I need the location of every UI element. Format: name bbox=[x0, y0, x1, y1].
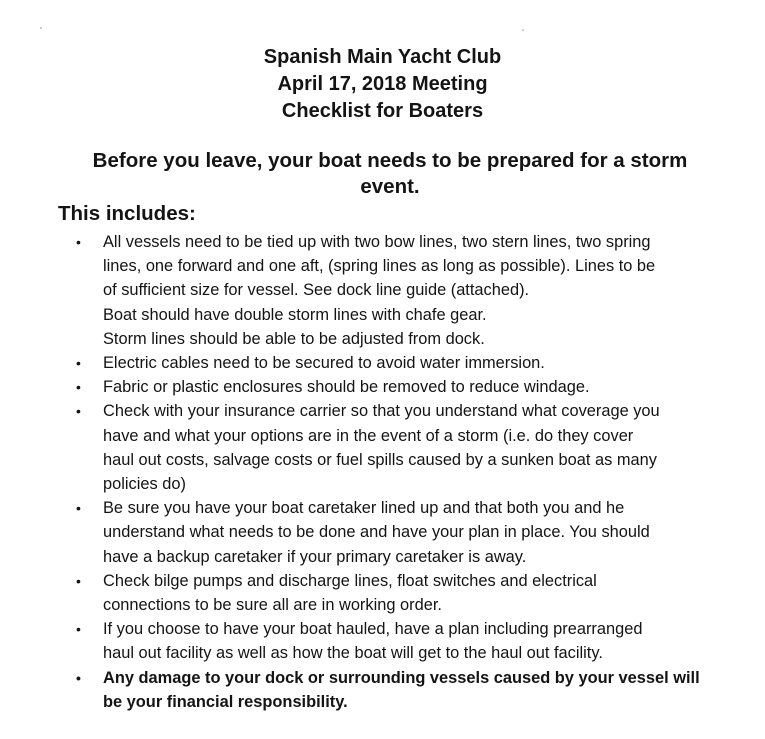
checklist-item-text: Any damage to your dock or surrounding vessels caused by your vessel will be your financial responsibility. bbox=[103, 668, 700, 711]
includes-heading: This includes: bbox=[58, 202, 196, 225]
checklist-item-electric-cables bbox=[0, 351, 765, 375]
bullet-icon: • bbox=[76, 355, 81, 372]
scan-speck bbox=[522, 29, 524, 31]
bullet-icon: • bbox=[76, 621, 81, 638]
checklist-item-enclosures bbox=[0, 375, 765, 399]
bullet-icon: • bbox=[76, 234, 81, 250]
storm-prep-heading: Before you leave, your boat needs to be prepared for a storm event. bbox=[92, 149, 688, 198]
checklist-item-tie-lines bbox=[0, 230, 765, 351]
club-name: Spanish Main Yacht Club bbox=[263, 46, 502, 68]
checklist-item-financial-responsibility bbox=[0, 666, 765, 714]
bullet-icon: • bbox=[76, 572, 81, 589]
document-title: Checklist for Boaters bbox=[281, 100, 484, 122]
bullet-icon: • bbox=[76, 500, 81, 517]
scan-speck bbox=[40, 27, 42, 29]
bullet-icon: • bbox=[76, 379, 81, 396]
checklist bbox=[0, 230, 765, 714]
meeting-date: April 17, 2018 Meeting bbox=[277, 73, 488, 95]
checklist-item-text: Electric cables need to be secured to avoid water immersion. bbox=[103, 354, 545, 373]
checklist-item-text: Fabric or plastic enclosures should be removed to reduce windage. bbox=[103, 378, 590, 397]
checklist-item-text: If you choose to have your boat hauled, have a plan including prearranged haul out facility as well as how the boat will get to the haul out facility. bbox=[103, 620, 643, 663]
checklist-item-text: All vessels need to be tied up with two bow lines, two stern lines, two spring lines, one forward and one aft, (spring lines as long as possible). Lines to be of sufficient size for vessel. See dock line guide (attached). Boat should have double storm lines with chafe gear. Storm lines should be able to be adjusted from dock. bbox=[103, 233, 656, 348]
checklist-item-text: Be sure you have your boat caretaker lined up and that both you and he understand what needs to be done and have your plan in place. You should have a backup caretaker if your primary caretaker is away. bbox=[103, 499, 650, 566]
checklist-item-text: Check with your insurance carrier so that you understand what coverage you have and what your options are in the event of a storm (i.e. do they cover haul out costs, salvage costs or fuel spills caused by a sunken boat as many policies do) bbox=[103, 402, 660, 494]
checklist-item-insurance bbox=[0, 399, 765, 496]
checklist-item-caretaker bbox=[0, 496, 765, 569]
bullet-icon: • bbox=[76, 403, 81, 420]
checklist-item-bilge-pumps bbox=[0, 569, 765, 617]
checklist-item-haul-out bbox=[0, 617, 765, 665]
document-header bbox=[0, 44, 765, 125]
bullet-icon: • bbox=[76, 669, 81, 686]
checklist-item-text: Check bilge pumps and discharge lines, float switches and electrical connections to be sure all are in working order. bbox=[103, 571, 597, 615]
